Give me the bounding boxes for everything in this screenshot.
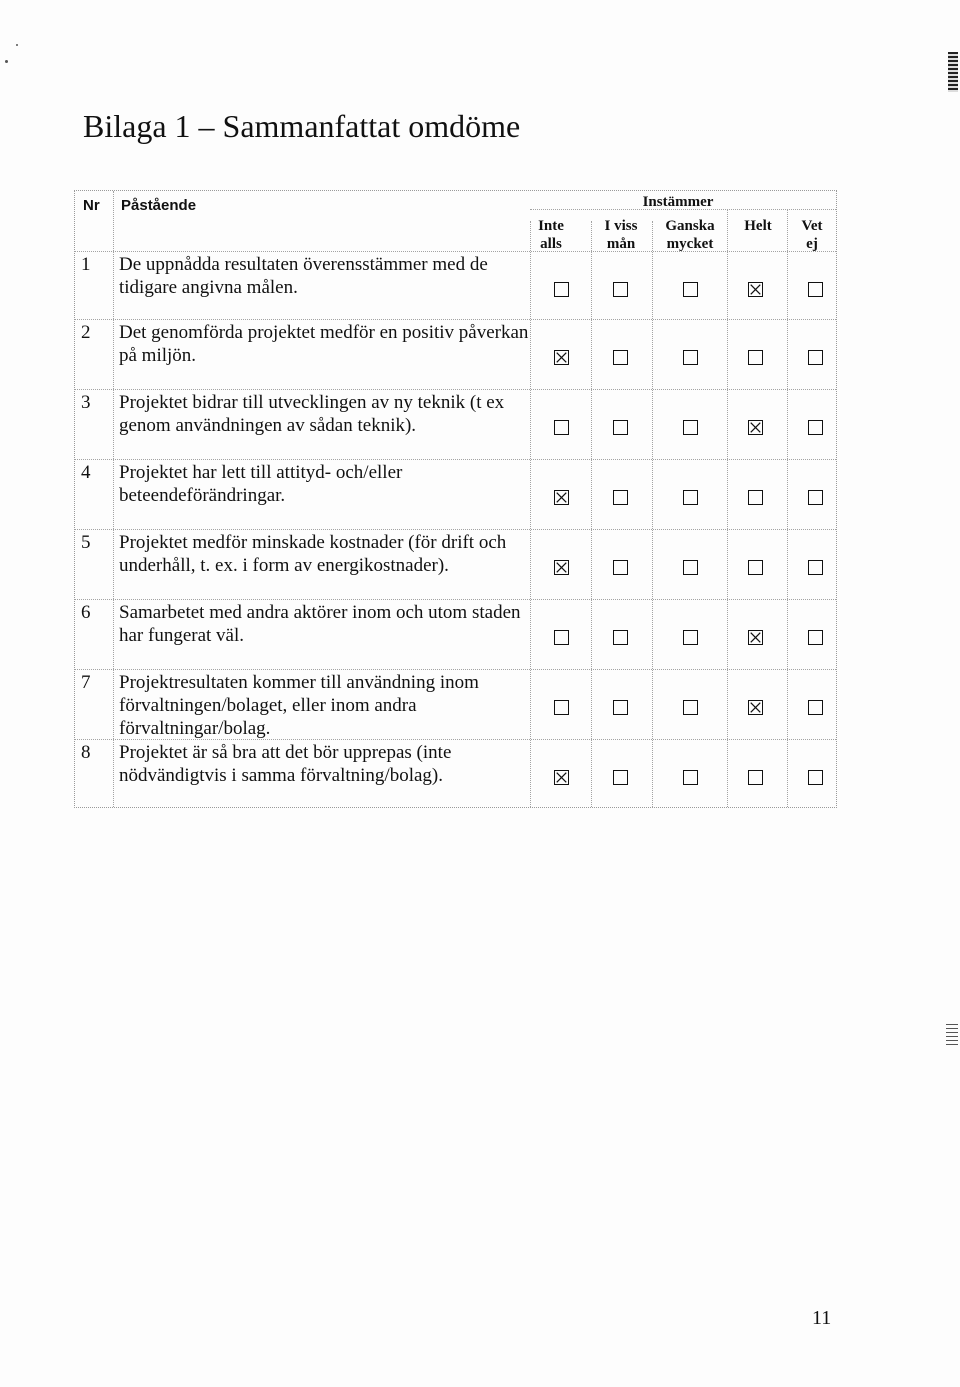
checkbox-helt[interactable] [748,490,763,505]
statement-text: Projektet är så bra att det bör upprepas (inte nödvändigtvis i samma förvaltning/bolag). [119,742,452,786]
column-header-nr: Nr [83,197,100,214]
column-group-header: Instämmer [642,194,714,210]
checkbox-inte-alls[interactable] [554,770,569,785]
row-number: 5 [81,532,91,553]
checkbox-vet-ej[interactable] [808,350,823,365]
checkbox-vet-ej[interactable] [808,282,823,297]
table-row [75,459,836,529]
checkbox-i-viss-man[interactable] [613,282,628,297]
table-row [75,669,836,739]
scan-speck [16,44,18,46]
checkbox-i-viss-man[interactable] [613,420,628,435]
statement-text: Projektet bidrar till utvecklingen av ny teknik (t ex genom användningen av sådan teknik). [119,392,505,436]
checkbox-helt[interactable] [748,282,763,297]
assessment-table [74,190,837,808]
checkbox-ganska-mycket[interactable] [683,490,698,505]
checkbox-ganska-mycket[interactable] [683,420,698,435]
statement-text: Projektet medför minskade kostnader (för drift och underhåll, t. ex. i form av energikostnader). [119,532,507,576]
checkbox-vet-ej[interactable] [808,490,823,505]
checkbox-inte-alls[interactable] [554,282,569,297]
option-header-helt: Helt [744,218,772,234]
checkbox-ganska-mycket[interactable] [683,700,698,715]
checkbox-helt[interactable] [748,630,763,645]
row-number: 6 [81,602,91,623]
table-row [75,739,836,809]
scan-artifact-mid [946,1024,958,1046]
checkbox-vet-ej[interactable] [808,630,823,645]
checkbox-vet-ej[interactable] [808,700,823,715]
scan-speck [5,60,8,63]
checkbox-helt[interactable] [748,420,763,435]
checkbox-inte-alls[interactable] [554,420,569,435]
page-number: 11 [812,1307,832,1329]
checkbox-ganska-mycket[interactable] [683,630,698,645]
option-header-vet-ej: Vet ej [801,218,823,252]
row-number: 4 [81,462,91,483]
checkbox-vet-ej[interactable] [808,560,823,575]
table-row [75,389,836,459]
checkbox-i-viss-man[interactable] [613,700,628,715]
scan-edge [946,0,960,1387]
row-number: 3 [81,392,91,413]
row-number: 7 [81,672,91,693]
checkbox-inte-alls[interactable] [554,700,569,715]
column-header-statement: Påstående [121,197,197,214]
row-number: 1 [81,254,91,275]
checkbox-i-viss-man[interactable] [613,350,628,365]
table-row [75,529,836,599]
statement-text: Det genomförda projektet medför en positiv påverkan på miljön. [119,322,529,366]
checkbox-helt[interactable] [748,350,763,365]
statement-text: Samarbetet med andra aktörer inom och utom staden har fungerat väl. [119,602,521,646]
statement-text: Projektresultaten kommer till användning inom förvaltningen/bolaget, eller inom andra förvaltningar/bolag. [119,672,479,739]
checkbox-i-viss-man[interactable] [613,630,628,645]
checkbox-helt[interactable] [748,700,763,715]
checkbox-inte-alls[interactable] [554,560,569,575]
checkbox-inte-alls[interactable] [554,350,569,365]
scan-artifact-top [948,52,958,92]
statement-text: Projektet har lett till attityd- och/eller beteendeförändringar. [119,462,403,506]
checkbox-ganska-mycket[interactable] [683,282,698,297]
checkbox-i-viss-man[interactable] [613,490,628,505]
checkbox-ganska-mycket[interactable] [683,770,698,785]
option-header-i-viss-man: I viss mån [604,218,638,252]
statement-text: De uppnådda resultaten överensstämmer med de tidigare angivna målen. [119,254,488,298]
option-header-inte-alls: Inte alls [538,218,564,252]
checkbox-ganska-mycket[interactable] [683,350,698,365]
checkbox-i-viss-man[interactable] [613,560,628,575]
option-header-ganska-mycket: Ganska mycket [665,218,715,252]
row-number: 2 [81,322,91,343]
checkbox-helt[interactable] [748,770,763,785]
checkbox-inte-alls[interactable] [554,630,569,645]
page-title: Bilaga 1 – Sammanfattat omdöme [83,108,521,144]
checkbox-vet-ej[interactable] [808,420,823,435]
table-row [75,251,836,319]
table-row [75,599,836,669]
checkbox-ganska-mycket[interactable] [683,560,698,575]
table-row [75,319,836,389]
checkbox-helt[interactable] [748,560,763,575]
checkbox-vet-ej[interactable] [808,770,823,785]
checkbox-i-viss-man[interactable] [613,770,628,785]
row-number: 8 [81,742,91,763]
checkbox-inte-alls[interactable] [554,490,569,505]
